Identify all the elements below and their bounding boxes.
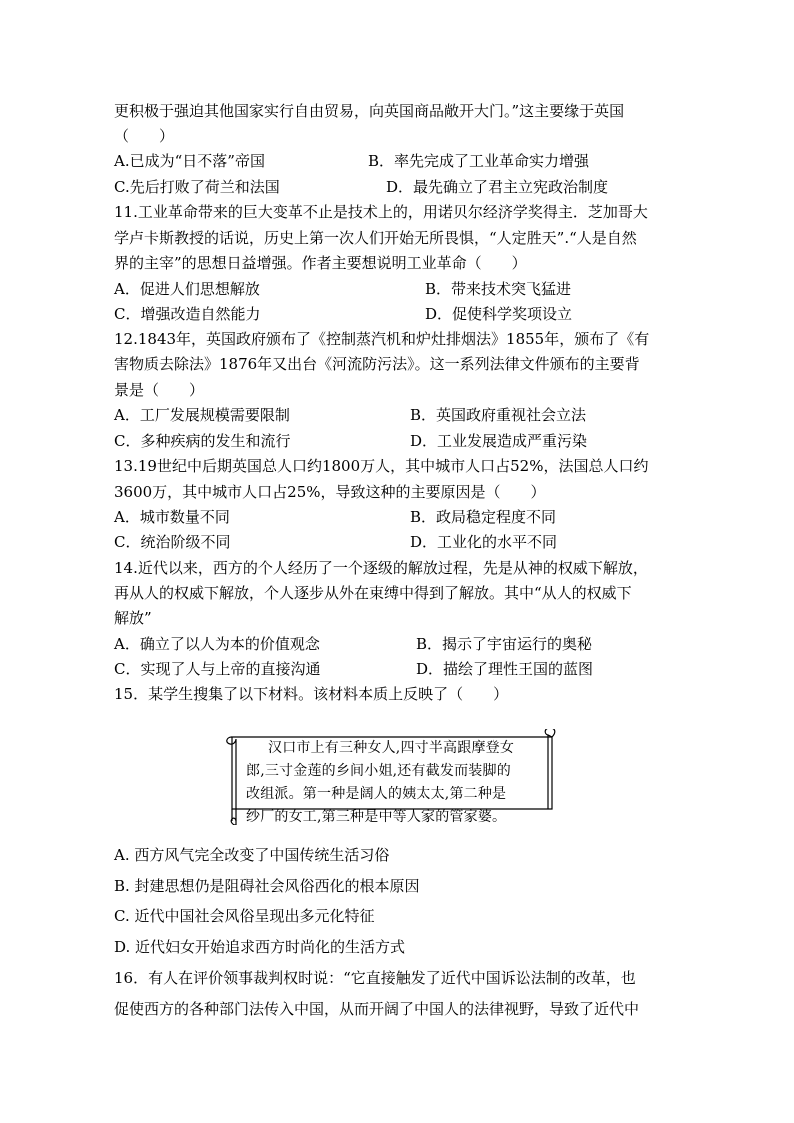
q15-stem: 15．某学生搜集了以下材料。该材料本质上反映了（ ）: [114, 685, 509, 703]
q15-option-c: C. 近代中国社会风俗呈现出多元化特征: [114, 907, 375, 925]
q12-option-a: A．工厂发展规模需要限制: [114, 406, 290, 424]
q10-paren: （ ）: [114, 127, 175, 145]
q13-option-a: A．城市数量不同: [114, 508, 230, 526]
q11-option-c: C．增强改造自然能力: [114, 305, 261, 323]
q16-stem-line-1: 16．有人在评价领事裁判权时说：“它直接触发了近代中国诉讼法制的改革，也: [114, 969, 636, 987]
material-line-4: 纱厂的女工,第三种是中等人家的管家婆。: [246, 809, 507, 825]
material-line-1: 汉口市上有三种女人,四寸半高跟摩登女: [268, 740, 515, 756]
q13-option-c: C．统治阶级不同: [114, 533, 231, 551]
q12-stem-line-2: 害物质去除法》1876年又出台《河流防污法》。这一系列法律文件颁布的主要背: [114, 355, 640, 373]
q11-stem-line-1: 11.工业革命带来的巨大变革不止是技术上的，用诺贝尔经济学奖得主．芝加哥大: [114, 203, 648, 221]
q15-option-d: D. 近代妇女开始追求西方时尚化的生活方式: [114, 938, 406, 956]
q10-stem-cont: 更积极于强迫其他国家实行自由贸易，向英国商品敞开大门。”这主要缘于英国: [114, 102, 625, 120]
q10-option-b: B．率先完成了工业革命实力增强: [368, 152, 590, 170]
q12-option-d: D．工业发展造成严重污染: [410, 432, 588, 450]
q11-stem-line-3: 界的主宰”的思想日益增强。作者主要想说明工业革命（ ）: [114, 254, 527, 272]
material-line-3: 改组派。第一种是阔人的姨太太,第二种是: [246, 786, 507, 802]
q14-option-b: B．揭示了宇宙运行的奥秘: [416, 635, 593, 653]
q10-option-c: C.先后打败了荷兰和法国: [114, 178, 280, 196]
q13-option-d: D．工业化的水平不同: [410, 533, 558, 551]
q14-option-c: C．实现了人与上帝的直接沟通: [114, 660, 321, 678]
q12-option-b: B．英国政府重视社会立法: [410, 406, 587, 424]
q16-stem-line-2: 促使西方的各种部门法传入中国，从而开阔了中国人的法律视野，导致了近代中: [114, 1000, 640, 1018]
q15-option-a: A. 西方风气完全改变了中国传统生活习俗: [114, 846, 390, 864]
q14-stem-line-2: 再从人的权威下解放，个人逐步从外在束缚中得到了解放。其中“从人的权威下: [114, 584, 632, 602]
q10-option-a: A.已成为“日不落”帝国: [114, 152, 265, 170]
q14-stem-line-1: 14.近代以来，西方的个人经历了一个逐级的解放过程，先是从神的权威下解放，: [114, 559, 648, 577]
q12-option-c: C．多种疾病的发生和流行: [114, 432, 291, 450]
q14-option-a: A．确立了以人为本的价值观念: [114, 635, 320, 653]
material-text: [246, 737, 546, 829]
q13-stem-line-2: 3600万，其中城市人口占25%，导致这种的主要原因是（ ）: [114, 483, 546, 501]
q11-option-b: B．带来技术突飞猛进: [425, 280, 572, 298]
material-scroll: [222, 729, 559, 825]
q12-stem-line-3: 景是（ ）: [114, 381, 205, 399]
q14-option-d: D．描绘了理性王国的蓝图: [416, 660, 594, 678]
q11-stem-line-2: 学卢卡斯教授的话说，历史上第一次人们开始无所畏惧，“人定胜天”.“人是自然: [114, 229, 637, 247]
q12-stem-line-1: 12.1843年，英国政府颁布了《控制蒸汽机和炉灶排烟法》1855年，颁布了《有: [114, 330, 650, 348]
q11-option-d: D．促使科学奖项设立: [425, 305, 573, 323]
q14-stem-line-3: 解放”: [114, 609, 152, 627]
q11-option-a: A．促进人们思想解放: [114, 280, 260, 298]
q15-option-b: B. 封建思想仍是阻碍社会风俗西化的根本原因: [114, 877, 420, 895]
q10-option-d: D．最先确立了君主立宪政治制度: [386, 178, 609, 196]
q13-stem-line-1: 13.19世纪中后期英国总人口约1800万人，其中城市人口占52%，法国总人口约: [114, 457, 649, 475]
material-line-2: 郎,三寸金莲的乡间小姐,还有截发而装脚的: [246, 763, 511, 779]
q13-option-b: B．政局稳定程度不同: [410, 508, 557, 526]
